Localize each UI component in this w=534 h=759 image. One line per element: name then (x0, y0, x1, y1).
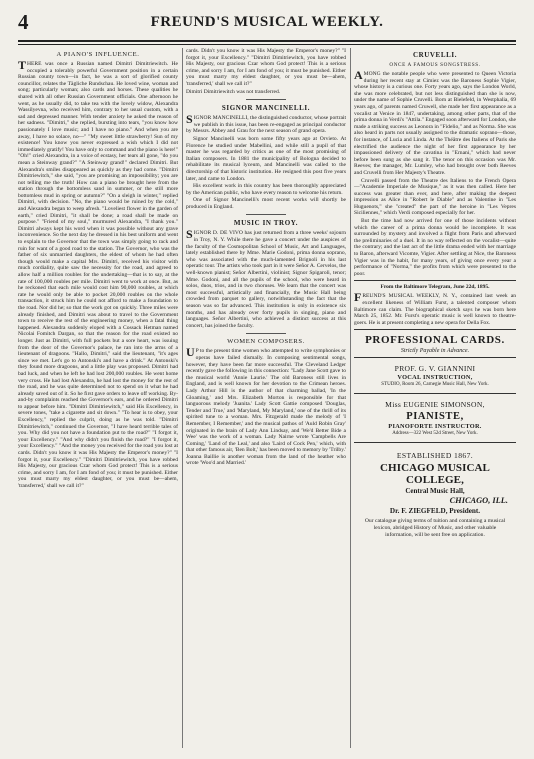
card-address: STUDIO, Room 26, Carnegie Music Hall, New York. (381, 382, 489, 388)
college-hall: Central Music Hall, (405, 487, 465, 496)
article-heading-troy: MUSIC IN TROY. (233, 219, 299, 228)
cruvelli-paragraph: AMONG the notable people who were presented to Queen Victoria during her recent stay at Cimiez was the Baroness Sophie Vigier, whose history is a curious one. Forty years ago, says the London World, she was more celebrated, but not less distinguished than she is now, under the name of Sophie Cruvelli. Born at Bielefeld, in Westphalia, 69 years ago, of parents named Cruwell, she made her first appearance as a vocalist at Venice in 1847, undertaking, among other parts, that of the prima donna in Verdi's "Attila." Engaged soon afterward for London, she made a striking success as Leonora in "Fidelio," and as Norma. She was also heard in parts not usually assigned to the dramatic soprano—those, for instance, of Lucia and Linda. At the Théâtre des Italiens of Paris she electrified the audience the night of her first appearance by her impassioned delivery of the cavatina in "Ernani," which had never before been sung as she sang it. The tenor on this occasion was Mr. Reeves; the manager, Mr. Lumley, who had brought over both Reeves and Cruvelli from Her Majesty's Theatre. (354, 68, 516, 176)
section-divider (246, 333, 286, 334)
section-divider (246, 214, 286, 215)
page-number: 4 (18, 10, 29, 34)
mancinelli-paragraph: His excellent work in this country has been thoroughly appreciated by the American public, who have every reason to welcome his return. (186, 183, 346, 196)
card-role: VOCAL INSTRUCTION, (397, 374, 473, 382)
card-divider (354, 393, 516, 394)
troy-paragraph: SIGNOR D. DE VIVO has just returned from a three weeks' sojourn in Troy, N. Y. While there he gave a concert under the auspices of the faculty of the Cosmopolitan School of Music, Art and Languages, lately established there by Mme. Marie Godoni, prima donna soprano, who was associated with the much-lamented Brignoli in his last operatic tour. The artists who took part in it were Señor A. Cervelos, the well-known pianist; Señor Albertini, violinist; Signor Spigaroli, tenor; Mme. Godoni, and all the pupils of the school, who were heard in solos, duos, trios, and in two choruses. We learn that the concert was most successful, artistically and financially, the Music Hall being crowded from parquet to gallery, notwithstanding the fact that the season was so far advanced. This institution is only in existence six months, and has already over forty pupils in singing, piano and languages. Señor Albertini, who achieved a distinct success at this concert, has joined the faculty. (186, 227, 346, 329)
college-president: Dr. F. ZIEGFELD, President. (389, 507, 481, 516)
column-divider-2 (350, 48, 351, 748)
professional-cards-title: PROFESSIONAL CARDS. (365, 334, 505, 347)
article-heading-cruvelli: CRUVELLI. (412, 51, 458, 59)
column-divider-1 (182, 48, 183, 748)
professional-cards-subtitle: Strictly Payable in Advance. (400, 348, 470, 355)
column-1 (18, 48, 178, 748)
article-heading-piano: A PIANO'S INFLUENCE. (56, 51, 140, 58)
card-divider (354, 357, 516, 358)
college-name: CHICAGO MUSICAL COLLEGE, (380, 462, 490, 487)
card-simonson (354, 397, 516, 439)
card-established: ESTABLISHED 1867. (396, 451, 474, 461)
card-role: PIANISTE, (406, 411, 464, 423)
women-composers-paragraph: UP to the present time women who attempted to write symphonies or operas have failed dismally. In composing sentimental songs, however, they have been far more successful. The Cleveland Ledger recently gave the following in this connection: "Lady Jane Scott gave to the musical world 'Annie Laurie.' The old Baroness still lives in England, and is well known for her devotion to the Crimean heroes. Lady Arthur Hill is the author of that charming ballad, 'In the Gloaming,' and Mrs. Elizabeth Morton is responsible for that languorous melody 'Juanita.' Lady Scott Gattie composed 'Douglas, Tender and True,' and 'Maryland, My Maryland,' one of the thrill of its spirited tune to a woman. Mrs. Fitzgerald made the melody of 'I Remember, I Remember,' and the musical pathos of 'Auld Robin Gray' originated in the brain of Lady Ann Lindsay, and 'We'd Better Bide a Wee' was the work of a woman. Lady Nairne wrote 'Campbells Are Coming,' 'Land of the Leal,' and also 'Laird of Cock Pen,' which, with that other famous air, 'Ben Bolt,' has been moved to memory by 'Trilby.' Joanna Baillie is another woman from the land of the heather who wrote 'Woo'd and Married.' (186, 345, 346, 467)
article-heading-mancinelli: SIGNOR MANCINELLI. (221, 104, 311, 113)
card-name: PROF. G. V. GIANNINI (394, 364, 476, 374)
article-heading-women-composers: WOMEN COMPOSERS. (227, 338, 305, 346)
section-divider (354, 280, 516, 281)
cruvelli-paragraph: Cruvelli passed from the Theatre des Italiens to the French Opera—"Academie Imperiale de Musique," as it was then called. Here her success was greater than ever, and here, after making the deepest impression as Alice in "Robert le Diable" and as Valentine in "Les Huguenots," she "created" the part of the heroine in "Les Vepres Siciliennes," which Verdi composed especially for her. (354, 177, 516, 217)
masthead-title: FREUND'S MUSICAL WEEKLY. (150, 14, 384, 30)
college-city: CHICAGO, ILL. (449, 496, 508, 506)
card-divider (354, 442, 516, 443)
mancinelli-paragraph: SIGNOR MANCINELLI, the distinguished conductor, whose portrait we publish in this issue, has been re-engaged as principal conductor by Messrs. Abbey and Grau for the next season of grand opera. (186, 112, 346, 135)
header-rule (18, 40, 516, 42)
section-divider (354, 329, 516, 330)
article-subheading-cruvelli: ONCE A FAMOUS SONGSTRESS. (389, 62, 481, 68)
cruvelli-paragraph: But the time had now arrived for one of those incidents without which the career of a prima donna would be incomplete. It was surrounded by mystery and involved a flight from Paris and afterward the preliminaries of a duel. It in no way reflected on the vocalist—quite the contrary; and the last act of the little drama ended with her marriage to Baron, afterward Vicomte, Vigier. After settling at Nice, the Baroness Vigier was in the habit, for many years, of giving once every year a performance of "Norma," the profits from which were presented to the poor. (354, 218, 516, 277)
card-role-secondary: PIANOFORTE INSTRUCTOR. (388, 423, 482, 431)
mancinelli-paragraph: Signor Mancinelli was born some fifty years ago at Orvieto. At Florence he studied under Mabellini, and while still a pupil of that master he was regarded by critics as one of the most promising of Italian composers. In 1881 the municipality of Bologna decided to rehabilitate its musical lyceum, and Mancinelli was called to the directorship of that historic institution. He resigned this post five years later, and came to London. (186, 135, 346, 182)
source-line: From the Baltimore Telegram, June 22d, 1895. (380, 284, 490, 291)
header-rule-thin (18, 44, 516, 45)
article-closing-line: Dimitri Dimitriewitch was not transferred. (186, 88, 281, 95)
card-address: Address—322 West 52d Street, New York. (392, 431, 478, 437)
college-description: Our catalogue giving terms of tuition and containing a musical lexicon, abridged History of Music, and other valuable information, will be sent free on application. (364, 518, 506, 538)
furst-news-paragraph: FREUND'S MUSICAL WEEKLY, N. Y., contained last week an excellent likeness of William Furst, a talented composer whom Baltimore can claim. The biographical sketch says he was born here March 25, 1852. Mr. Furst's operatic music is well known to theatre-goers. He is at present completing a new opera for Della Fox. (354, 290, 516, 326)
card-name: Miss EUGENIE SIMONSON, (385, 400, 485, 410)
article-body-piano: THERE was once a Russian named Dimitri Dimitriewitch. He occupied a tolerably powerful Government position in a certain Russian county town—in fact, he was a sort of glorified county councillor, relates the Tägliche Rundschau. He loved wine, woman and song; particularly woman; also cards and horses. These qualities he shared with all other Russian Government officials. One afternoon he went, as he usually did, to take tea with the lovely widow, Alexandra Wassilyevna, who received him, contrary to her usual custom, with a sad and depressed manner. With tender anxiety he asked the reason of her sadness. "Dimitri," she replied, bursting into tears, "you know how passionately I love music; and I have no piano." And when you are away, I have no solace, no—" "My sweet little strawberry! Sun of my existence! You know you never expressed a wish which I did not immediately gratify! You have only to command and the piano is here!" "Oh!" cried Alexandra, in a voice of ecstasy, her tears all gone, "do you mean a Steinway grand?" "A Steinway grand!" declared Dimitri. But Alexandra's smiles disappeared as quickly as they had come. "Dimitri Dimitriewitch," she said, "you are promising an impossibility; you are not telling me the truth! How can a piano be brought here from the station through the bottomless sand in summer, or the still more bottomless mud in spring or autumn?" "On a sleigh in winter," replied Dimitri, with decision. "No, the piano would be ruined by the cold," and Alexandra began to weep afresh. "Loveliest flower in the garden of earth," cried Dimitri, "it shall be done; a road shall be made on purpose." "Friend of my soul," murmured Alexandra, "I thank you." Dimitri always kept his word when it was possible without any grave inconvenience. So the next day he dressed in his best uniform and went to explain to the Governor that the town was simply going to rack and ruin for want of a good road to the station. The Governor, who was the father of six unmarried daughters, the eldest of whom he had often though would make a capital Mrs. Dimitri, received his visitor with much cordiality, quite saw the necessity for the road, and agreed to allow half a million roubles for the undertaking—that is to say, at the rate of 100,000 roubles per mile. Dimitri went to work at once. But, as he reckoned that each mile would cost him 90,000 roubles, at which rate he would only be able to pocket 20,000 roubles on the whole transaction, it struck him he could not afford to make a foundation to the road. Nor did he; so that the work got on quickly. Three miles were already finished, and Dimitri was about to travel to the Government town to receive the rest of the engineering money, when a fatal thing happened. Alexandra suddenly eloped with a Cossack Hetman named Nicolai Fomitch Dargan, so that the reason for the road existed no longer. Just as Dimitri, with full pockets but a sore heart, was issuing from the door of the Governor's palace, he ran into the arms of a lieutenant of dragoons. "Hallo, Dimitri," said the lieutenant, "it's ages since we met. Let's go to Antonski's and have a drink." At Antonski's they found more dragoons, and a little play was proposed. Dimitri had bad luck, and when he left he had lost 200,000 roubles. He went home very cross. He had lost Alexandra, he had lost the money for the rest of the road, and he was quite determined not to spend on it what he had already saved out of it. So he first gave orders to leave off working. By-and-by complaints reached the Governor's ears, and he ordered Dimitri to appear before him. "Dimitri Dimitriewitch," said His Excellency, in severe tones, "take a cigarette and sit down." "To hear is to obey, your Excellency," replied the culprit, doing as he was told. "Dimitri Dimitriewitch," continued the Governor, "I have heard terrible tales of you. Why did you not have a foundation put to the road?" "I forgot it, your Excellency." "And why didn't you finish the road?" "I forgot it, your Excellency." "And the money you received for the road you lost at cards. Didn't you know it was His Majesty the Emperor's money?" "I forgot it, your Excellency." "Dimitri Dimitriewitch, you have robbed His Majesty, our gracious Czar whom God protect! This is a serious crime, and sorry I am, for I am fond of you; it must be punished. Either you must marry my eldest daughter, or you must be—ahem, 'transferred,' shall we call it?" (18, 58, 178, 489)
column-3 (354, 48, 516, 748)
section-divider (246, 99, 286, 100)
column-2 (186, 48, 346, 748)
mancinelli-paragraph: One of Signor Mancinelli's most recent works will shortly be produced in England. (186, 197, 346, 210)
card-chicago-college (354, 446, 516, 541)
page-header (18, 9, 516, 39)
article-continuation: cards. Didn't you know it was His Majesty the Emperor's money?" "I forgot it, your Excellency." "Dimitri Dimitriewitch, you have robbed His Majesty, our gracious Czar whom God protect! This is a serious crime, and sorry I am, for I am fond of you; it must be punished. Either you must marry my eldest daughter, or you must be—ahem, 'transferred,' shall we call it?" (186, 48, 346, 87)
card-giannini (354, 361, 516, 390)
